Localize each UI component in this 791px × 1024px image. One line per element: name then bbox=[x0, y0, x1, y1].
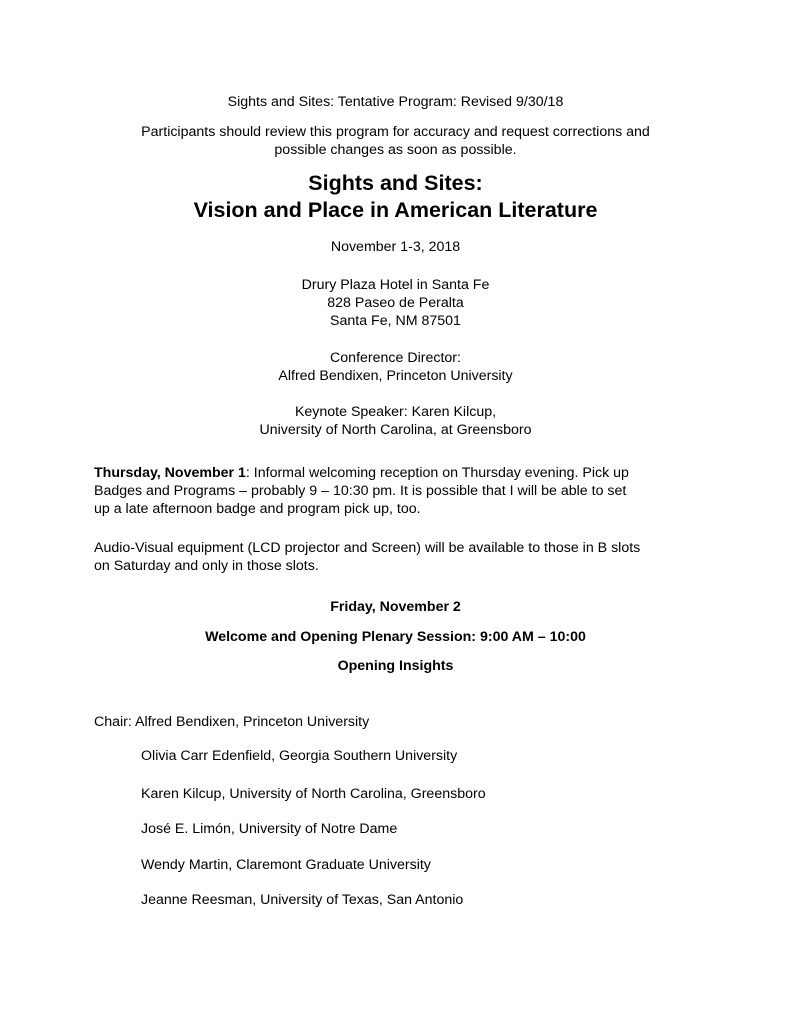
av-note-line-1: Audio-Visual equipment (LCD projector and Screen) will be available to those in B slots bbox=[94, 540, 641, 556]
document-title-line-2: Vision and Place in American Literature bbox=[193, 198, 598, 222]
thursday-heading: Thursday, November 1 bbox=[94, 465, 246, 481]
conference-dates: November 1-3, 2018 bbox=[330, 239, 461, 255]
friday-heading: Friday, November 2 bbox=[330, 599, 461, 615]
venue-city: Santa Fe, NM 87501 bbox=[330, 313, 461, 329]
thursday-text: : Informal welcoming reception on Thursday evening. Pick up bbox=[245, 465, 629, 481]
venue-name: Drury Plaza Hotel in Santa Fe bbox=[301, 277, 490, 293]
panelist-item: José E. Limón, University of Notre Dame bbox=[141, 821, 398, 837]
thursday-paragraph-line-3: up a late afternoon badge and program pick up, too. bbox=[94, 501, 421, 517]
panel-chair: Chair: Alfred Bendixen, Princeton University bbox=[94, 714, 370, 730]
panelist-item: Karen Kilcup, University of North Carolina, Greensboro bbox=[141, 786, 486, 802]
thursday-paragraph-line-2: Badges and Programs – probably 9 – 10:30 pm. It is possible that I will be able to set bbox=[94, 483, 627, 499]
session-title: Opening Insights bbox=[337, 658, 454, 674]
venue-street: 828 Paseo de Peralta bbox=[327, 295, 464, 311]
header-revision-line: Sights and Sites: Tentative Program: Revised 9/30/18 bbox=[227, 94, 564, 110]
document-title-line-1: Sights and Sites: bbox=[308, 171, 483, 195]
panelist-item: Wendy Martin, Claremont Graduate University bbox=[141, 857, 431, 873]
thursday-paragraph-line-1 bbox=[94, 464, 629, 482]
notice-line-1: Participants should review this program for accuracy and request corrections and bbox=[141, 124, 650, 140]
panelist-item: Olivia Carr Edenfield, Georgia Southern University bbox=[141, 748, 458, 764]
plenary-session-heading: Welcome and Opening Plenary Session: 9:00 AM – 10:00 bbox=[205, 629, 586, 645]
keynote-affiliation: University of North Carolina, at Greensboro bbox=[259, 422, 532, 438]
director-label: Conference Director: bbox=[330, 350, 461, 366]
keynote-speaker: Keynote Speaker: Karen Kilcup, bbox=[294, 404, 497, 420]
av-note-line-2: on Saturday and only in those slots. bbox=[94, 558, 319, 574]
panelist-item: Jeanne Reesman, University of Texas, San Antonio bbox=[141, 892, 464, 908]
director-name: Alfred Bendixen, Princeton University bbox=[278, 368, 513, 384]
notice-line-2: possible changes as soon as possible. bbox=[274, 142, 517, 158]
